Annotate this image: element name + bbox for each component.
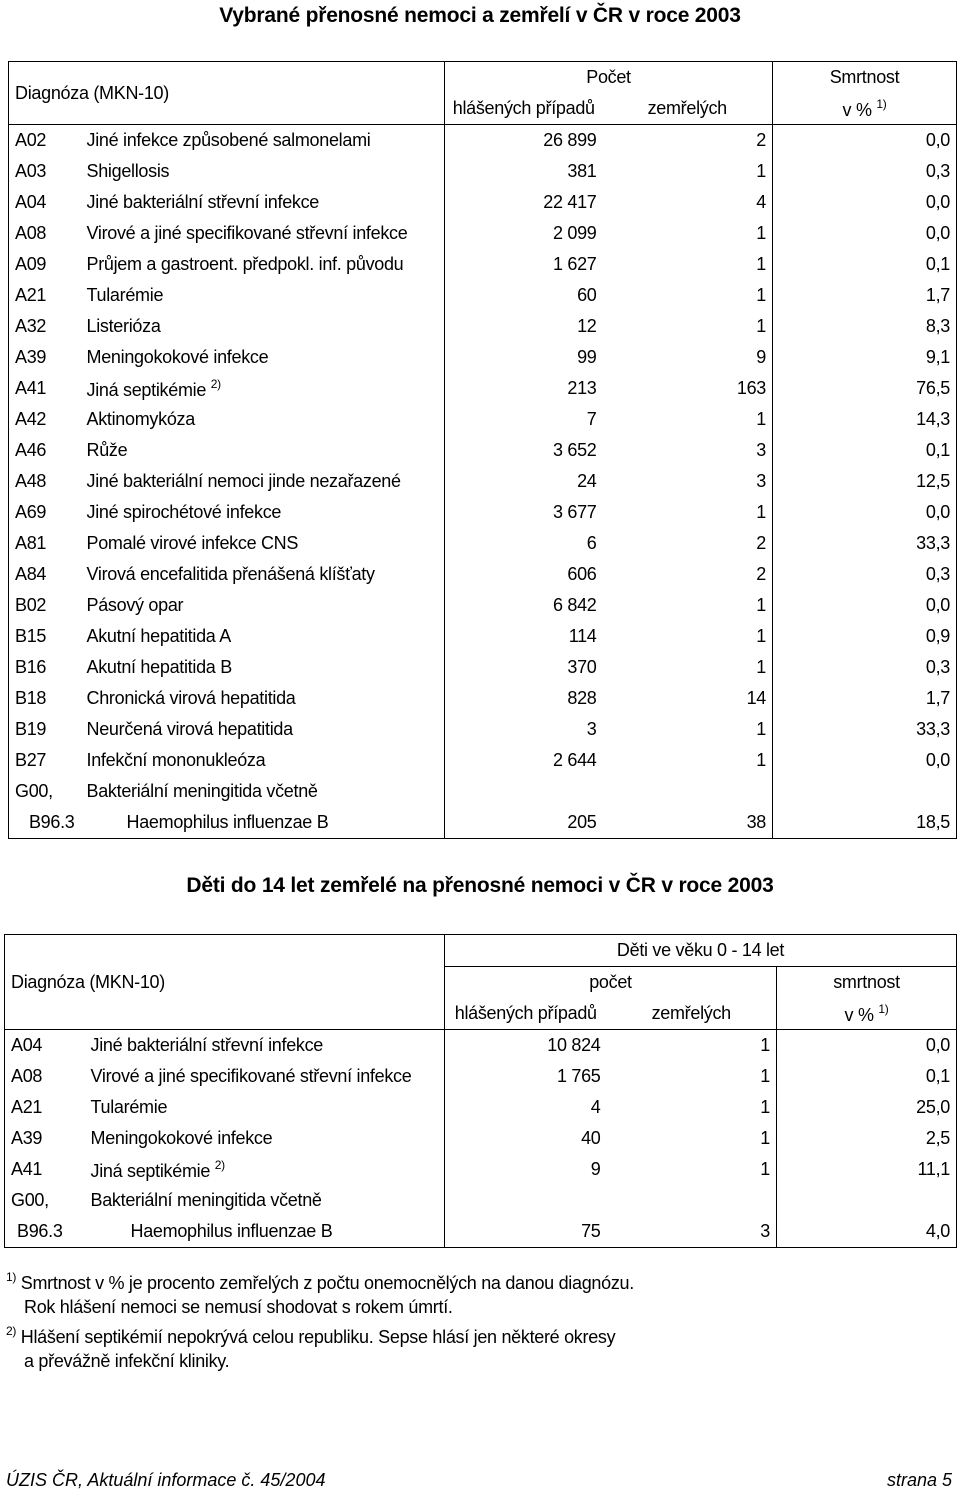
diagnosis-code: B19 bbox=[9, 714, 81, 745]
count-header: počet bbox=[589, 972, 632, 992]
deaths: 14 bbox=[746, 688, 766, 708]
diagnosis-name: Virové a jiné specifikované střevní infekce bbox=[81, 218, 445, 249]
diagnosis-code: B18 bbox=[9, 683, 81, 714]
diagnosis-name: Shigellosis bbox=[81, 156, 445, 187]
diagnosis-name: Virové a jiné specifikované střevní infekce bbox=[85, 1061, 445, 1092]
diagnosis-code: A04 bbox=[9, 187, 81, 218]
mortality-header: Smrtnost bbox=[773, 62, 957, 94]
reported-cases: 99 bbox=[577, 347, 597, 367]
deaths: 2 bbox=[756, 533, 766, 553]
reported-cases: 60 bbox=[577, 285, 597, 305]
deaths: 1 bbox=[756, 254, 766, 274]
footnote-2-cont: a převážně infekční kliniky. bbox=[24, 1351, 230, 1371]
empty-cell bbox=[445, 1185, 607, 1216]
mortality-rate: 33,3 bbox=[773, 528, 957, 559]
children-deaths-table bbox=[4, 934, 957, 1248]
table-row bbox=[9, 559, 957, 590]
mortality-rate: 25,0 bbox=[777, 1092, 957, 1123]
reported-cases: 205 bbox=[445, 807, 603, 839]
diagnosis-code: A39 bbox=[5, 1123, 85, 1154]
reported-cases: 22 417 bbox=[543, 192, 597, 212]
reported-cases: 381 bbox=[567, 161, 597, 181]
deaths: 1 bbox=[760, 1159, 770, 1179]
reported-cases: 7 bbox=[586, 409, 597, 429]
diagnosis-name: Růže bbox=[81, 435, 445, 466]
mortality-rate: 0,1 bbox=[773, 435, 957, 466]
deaths: 2 bbox=[756, 130, 766, 150]
mortality-rate: 14,3 bbox=[773, 404, 957, 435]
footnote-1: $^{1)}$ Smrtnost v % je procento zemřelých z počtu onemocnělých na danou diagnózu. bbox=[6, 1270, 634, 1293]
mortality-rate: 12,5 bbox=[773, 466, 957, 497]
reported-cases: 40 bbox=[581, 1128, 601, 1148]
reported-cases: 3 652 bbox=[552, 440, 597, 460]
count-header: Počet bbox=[445, 62, 773, 94]
deaths: 2 bbox=[756, 564, 766, 584]
mortality-rate: 0,3 bbox=[773, 559, 957, 590]
diagnosis-name: Virová encefalitida přenášená klíšťaty bbox=[81, 559, 445, 590]
deaths: 38 bbox=[603, 807, 773, 839]
diagnosis-code: A84 bbox=[9, 559, 81, 590]
diagnosis-code: B96.3 bbox=[5, 1216, 85, 1248]
diagnosis-code: B96.3 bbox=[9, 807, 81, 839]
table-row bbox=[9, 342, 957, 373]
reported-cases: 26 899 bbox=[543, 130, 597, 150]
mortality-rate: 0,9 bbox=[773, 621, 957, 652]
diagnosis-code: A46 bbox=[9, 435, 81, 466]
deaths: 1 bbox=[756, 657, 766, 677]
diagnosis-code: B27 bbox=[9, 745, 81, 776]
mortality-rate: 18,5 bbox=[773, 807, 957, 839]
empty-cell bbox=[607, 1185, 777, 1216]
table-row bbox=[5, 1061, 957, 1092]
mortality-rate: 0,1 bbox=[777, 1061, 957, 1092]
table-row bbox=[9, 311, 957, 342]
footnote-ref: 2) bbox=[214, 1157, 225, 1172]
table-row bbox=[9, 435, 957, 466]
deaths: 1 bbox=[756, 316, 766, 336]
deaths: 163 bbox=[736, 378, 766, 398]
footer-source: ÚZIS ČR, Aktuální informace č. 45/2004 bbox=[6, 1470, 326, 1490]
diagnosis-name: Jiné spirochétové infekce bbox=[81, 497, 445, 528]
mortality-rate: 76,5 bbox=[773, 373, 957, 404]
reported-cases: 12 bbox=[577, 316, 597, 336]
diagnosis-code: B15 bbox=[9, 621, 81, 652]
diagnosis-name: Jiné infekce způsobené salmonelami bbox=[81, 125, 445, 157]
reported-cases: 213 bbox=[567, 378, 597, 398]
deaths: 3 bbox=[756, 471, 766, 491]
table-row bbox=[9, 404, 957, 435]
reported-cases: 9 bbox=[590, 1159, 601, 1179]
mortality-rate: 0,1 bbox=[773, 249, 957, 280]
reported-cases: 1 765 bbox=[556, 1066, 601, 1086]
mortality-rate: 0,0 bbox=[773, 590, 957, 621]
subheader-row bbox=[5, 998, 957, 1030]
diagnosis-name: Jiná septikémie $^{2)}$ bbox=[81, 373, 445, 404]
diagnosis-code: A08 bbox=[5, 1061, 85, 1092]
diagnosis-code: A04 bbox=[5, 1030, 85, 1062]
diagnosis-code: G00, bbox=[5, 1185, 85, 1216]
table-row bbox=[9, 125, 957, 157]
table-row bbox=[5, 1216, 957, 1248]
table-row bbox=[5, 1092, 957, 1123]
mortality-rate: 1,7 bbox=[773, 683, 957, 714]
deaths: 3 bbox=[756, 440, 766, 460]
mortality-rate: 4,0 bbox=[777, 1216, 957, 1248]
diagnosis-name: Jiné bakteriální nemoci jinde nezařazené bbox=[81, 466, 445, 497]
diagnosis-name: Průjem a gastroent. předpokl. inf. původu bbox=[81, 249, 445, 280]
section-title: Děti do 14 let zemřelé na přenosné nemoci v ČR v roce 2003 bbox=[186, 874, 774, 897]
table-row bbox=[9, 745, 957, 776]
reported-cases: 370 bbox=[567, 657, 597, 677]
table-row bbox=[9, 807, 957, 839]
diagnosis-code: G00, bbox=[9, 776, 81, 807]
reported-cases: 1 627 bbox=[552, 254, 597, 274]
table-row bbox=[9, 621, 957, 652]
page-title: Vybrané přenosné nemoci a zemřelí v ČR v roce 2003 bbox=[219, 4, 741, 27]
deaths: 1 bbox=[760, 1128, 770, 1148]
empty-cell bbox=[603, 776, 773, 807]
diagnosis-code: A42 bbox=[9, 404, 81, 435]
diagnosis-code: A32 bbox=[9, 311, 81, 342]
empty-cell bbox=[773, 776, 957, 807]
deaths: 9 bbox=[756, 347, 766, 367]
diagnosis-name: Listerióza bbox=[81, 311, 445, 342]
table-row bbox=[5, 1030, 957, 1062]
table-row bbox=[9, 249, 957, 280]
empty-cell bbox=[777, 1185, 957, 1216]
diagnosis-code: A81 bbox=[9, 528, 81, 559]
deaths: 1 bbox=[756, 595, 766, 615]
mortality-rate: 0,0 bbox=[773, 187, 957, 218]
diagnosis-name: Tularémie bbox=[81, 280, 445, 311]
diagnosis-name: Jiné bakteriální střevní infekce bbox=[85, 1030, 445, 1062]
deaths: 1 bbox=[756, 285, 766, 305]
deaths: 1 bbox=[760, 1097, 770, 1117]
table-row bbox=[9, 280, 957, 311]
diagnosis-code: A08 bbox=[9, 218, 81, 249]
reported-cases: 3 bbox=[586, 719, 597, 739]
reported-cases: 6 842 bbox=[552, 595, 597, 615]
table-row bbox=[9, 652, 957, 683]
deaths: 1 bbox=[756, 409, 766, 429]
percent-header: v % $^{1)}$ bbox=[773, 93, 957, 125]
diagnosis-name: Haemophilus influenzae B bbox=[85, 1216, 445, 1248]
diagnosis-name: Meningokokové infekce bbox=[81, 342, 445, 373]
mortality-rate: 1,7 bbox=[773, 280, 957, 311]
mortality-rate: 33,3 bbox=[773, 714, 957, 745]
mortality-header: smrtnost bbox=[777, 967, 957, 999]
reported-header: hlášených případů bbox=[445, 93, 603, 125]
diagnosis-name: Neurčená virová hepatitida bbox=[81, 714, 445, 745]
mortality-rate: 0,0 bbox=[773, 497, 957, 528]
mortality-rate: 8,3 bbox=[773, 311, 957, 342]
diagnosis-code: B16 bbox=[9, 652, 81, 683]
diagnosis-name: Haemophilus influenzae B bbox=[81, 807, 445, 839]
table-row bbox=[9, 528, 957, 559]
mortality-rate: 0,3 bbox=[773, 156, 957, 187]
deaths: 3 bbox=[607, 1216, 777, 1248]
diagnosis-name: Infekční mononukleóza bbox=[81, 745, 445, 776]
diagnosis-name: Jiné bakteriální střevní infekce bbox=[81, 187, 445, 218]
deaths: 4 bbox=[756, 192, 766, 212]
table-row bbox=[9, 156, 957, 187]
diagnosis-header: Diagnóza (MKN-10) bbox=[9, 62, 445, 125]
table-row bbox=[5, 1185, 957, 1216]
mortality-rate: 0,0 bbox=[773, 218, 957, 249]
reported-cases: 2 099 bbox=[552, 223, 597, 243]
diagnosis-name: Aktinomykóza bbox=[81, 404, 445, 435]
deaths: 1 bbox=[760, 1066, 770, 1086]
mortality-rate: 0,3 bbox=[773, 652, 957, 683]
diagnosis-name: Akutní hepatitida B bbox=[81, 652, 445, 683]
reported-cases: 3 677 bbox=[552, 502, 597, 522]
mortality-rate: 2,5 bbox=[777, 1123, 957, 1154]
age-group-header: Děti ve věku 0 - 14 let bbox=[445, 935, 957, 967]
diagnosis-name: Meningokokové infekce bbox=[85, 1123, 445, 1154]
mortality-rate: 9,1 bbox=[773, 342, 957, 373]
reported-cases: 10 824 bbox=[547, 1035, 601, 1055]
deaths: 1 bbox=[756, 223, 766, 243]
header-row bbox=[5, 967, 957, 999]
header-row-group bbox=[5, 935, 957, 967]
deaths: 1 bbox=[756, 161, 766, 181]
header-row bbox=[9, 62, 957, 94]
deaths: 1 bbox=[756, 719, 766, 739]
diagnosis-code: A21 bbox=[9, 280, 81, 311]
table-row bbox=[9, 683, 957, 714]
deaths: 1 bbox=[756, 750, 766, 770]
diagnosis-code: A03 bbox=[9, 156, 81, 187]
diagnosis-name: Pomalé virové infekce CNS bbox=[81, 528, 445, 559]
diagnosis-name: Bakteriální meningitida včetně bbox=[85, 1185, 445, 1216]
deaths: 1 bbox=[760, 1035, 770, 1055]
table-row bbox=[9, 497, 957, 528]
diagnosis-code: A21 bbox=[5, 1092, 85, 1123]
footer-page-number: strana 5 bbox=[886, 1470, 952, 1490]
diagnosis-header: Diagnóza (MKN-10) bbox=[5, 967, 445, 999]
diagnosis-name: Pásový opar bbox=[81, 590, 445, 621]
reported-cases: 6 bbox=[586, 533, 597, 553]
diagnosis-code: A69 bbox=[9, 497, 81, 528]
footnote-1-cont: Rok hlášení nemoci se nemusí shodovat s rokem úmrtí. bbox=[24, 1297, 453, 1317]
footnote-ref: 2) bbox=[210, 376, 221, 391]
reported-cases: 4 bbox=[590, 1097, 601, 1117]
diagnosis-code: A41 bbox=[5, 1154, 85, 1185]
reported-cases: 828 bbox=[567, 688, 597, 708]
diagnosis-code: A41 bbox=[9, 373, 81, 404]
reported-header: hlášených případů bbox=[445, 998, 607, 1030]
reported-cases: 24 bbox=[577, 471, 597, 491]
diagnosis-code: A39 bbox=[9, 342, 81, 373]
mortality-rate: 0,0 bbox=[773, 125, 957, 157]
diagnosis-code: A48 bbox=[9, 466, 81, 497]
died-header: zemřelých bbox=[603, 93, 773, 125]
percent-header: v % $^{1)}$ bbox=[777, 998, 957, 1030]
footnote-2: $^{2)}$ Hlášení septikémií nepokrývá celou republiku. Sepse hlásí jen některé okresy bbox=[6, 1324, 616, 1347]
diagnosis-name: Chronická virová hepatitida bbox=[81, 683, 445, 714]
table-row bbox=[9, 590, 957, 621]
reported-cases: 75 bbox=[445, 1216, 607, 1248]
table-row bbox=[5, 1123, 957, 1154]
reported-cases: 2 644 bbox=[552, 750, 597, 770]
diagnosis-name: Bakteriální meningitida včetně bbox=[81, 776, 445, 807]
table-row bbox=[9, 776, 957, 807]
table-row bbox=[9, 373, 957, 404]
diagnosis-name: Tularémie bbox=[85, 1092, 445, 1123]
reported-cases: 114 bbox=[568, 626, 597, 646]
deaths: 1 bbox=[756, 502, 766, 522]
reported-cases: 606 bbox=[567, 564, 597, 584]
table-row bbox=[9, 187, 957, 218]
table-row bbox=[9, 218, 957, 249]
mortality-rate: 0,0 bbox=[777, 1030, 957, 1062]
diagnosis-name: Jiná septikémie $^{2)}$ bbox=[85, 1154, 445, 1185]
table-row bbox=[9, 714, 957, 745]
table-row bbox=[9, 466, 957, 497]
mortality-rate: 11,1 bbox=[777, 1154, 957, 1185]
diagnosis-code: B02 bbox=[9, 590, 81, 621]
diagnosis-name: Akutní hepatitida A bbox=[81, 621, 445, 652]
diseases-table bbox=[8, 61, 957, 839]
diagnosis-code: A09 bbox=[9, 249, 81, 280]
empty-cell bbox=[445, 776, 603, 807]
deaths: 1 bbox=[756, 626, 766, 646]
mortality-rate: 0,0 bbox=[773, 745, 957, 776]
table-row bbox=[5, 1154, 957, 1185]
diagnosis-code: A02 bbox=[9, 125, 81, 157]
died-header: zemřelých bbox=[607, 998, 777, 1030]
